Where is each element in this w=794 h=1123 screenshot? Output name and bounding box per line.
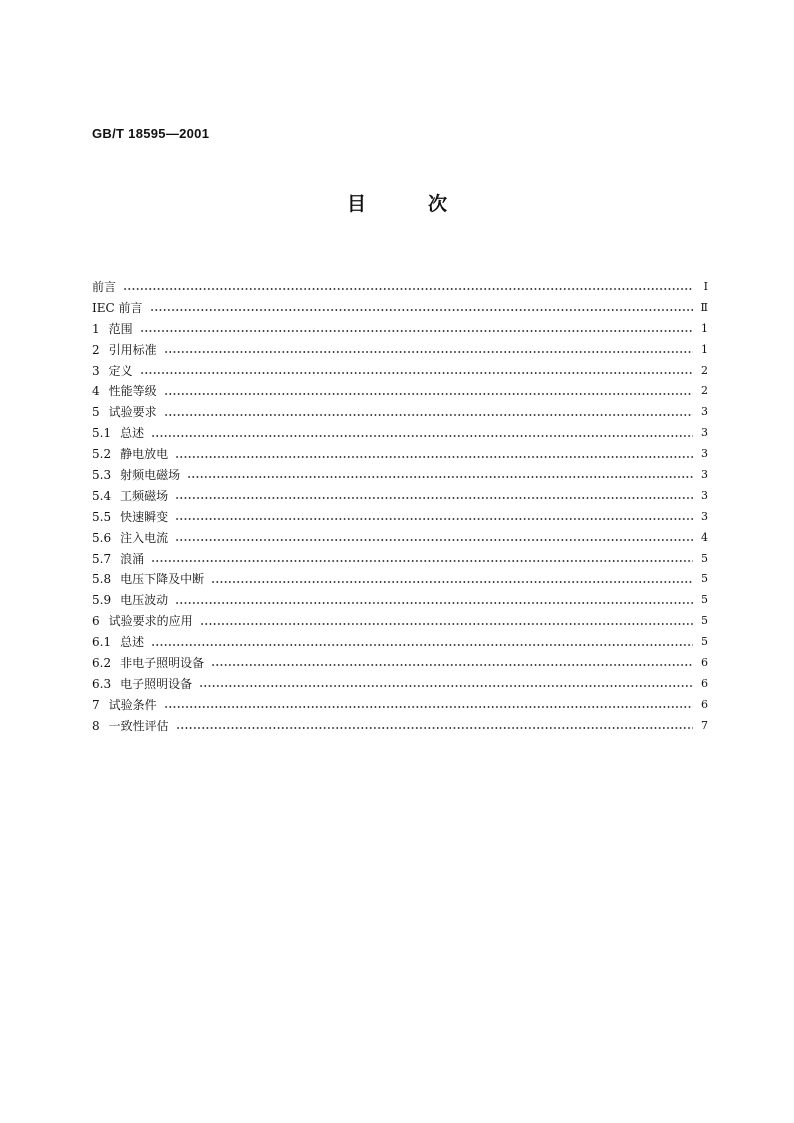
dot-leader <box>164 706 693 708</box>
toc-entry <box>92 444 708 465</box>
dot-leader <box>151 644 693 646</box>
dot-leader <box>211 664 693 666</box>
toc-entry-number: 7 <box>92 697 100 712</box>
toc-entry-label: 电子照明设备 <box>120 676 193 691</box>
toc-entry-label: 电压下降及中断 <box>120 572 205 587</box>
toc-entry-page-number: 3 <box>701 426 708 440</box>
toc-entry-number: 1 <box>92 321 100 336</box>
toc-entry <box>92 507 708 528</box>
toc-entry-label: 定义 <box>108 363 133 378</box>
dot-leader <box>151 435 693 437</box>
toc-entry-page-number: 5 <box>701 593 708 607</box>
toc-entry-label: 试验条件 <box>108 697 157 712</box>
dot-leader <box>211 581 693 583</box>
toc-entry-label: 静电放电 <box>120 447 169 462</box>
toc-entry-page-number: 5 <box>701 635 708 649</box>
toc-entry <box>92 569 708 590</box>
toc-entry-page-number: 1 <box>701 342 708 356</box>
toc-entry <box>92 549 708 570</box>
toc-entry-number: 6 <box>92 614 100 629</box>
toc-entry-number: 4 <box>92 384 100 399</box>
toc-entry <box>92 361 708 382</box>
toc-entry-label: 工频磁场 <box>120 488 169 503</box>
toc-entry <box>92 653 708 674</box>
toc-entry <box>92 465 708 486</box>
toc-entry-label: 快速瞬变 <box>120 509 169 524</box>
page-title-left: 目 <box>346 193 366 215</box>
toc-entry-number: 5.9 <box>92 593 112 608</box>
toc-entry-number: 5.1 <box>92 426 112 441</box>
toc-entry-page-number: 4 <box>701 530 708 544</box>
dot-leader <box>175 497 693 499</box>
toc-entry-label: 浪涌 <box>120 551 145 566</box>
toc-entry-number: 5.4 <box>92 488 112 503</box>
toc-entry-page-number: 2 <box>701 363 708 377</box>
toc-entry-number: 5 <box>92 405 100 420</box>
toc-entry-page-number: 5 <box>701 614 708 628</box>
toc-entry <box>92 486 708 507</box>
dot-leader <box>151 560 693 562</box>
toc-entry-label: 试验要求的应用 <box>108 614 193 629</box>
toc-entry-page-number: 6 <box>701 656 708 670</box>
dot-leader <box>175 539 693 541</box>
dot-leader <box>175 602 693 604</box>
toc-entry <box>92 528 708 549</box>
toc-entry <box>92 695 708 716</box>
dot-leader <box>140 330 693 332</box>
toc-entry <box>92 381 708 402</box>
toc-entry <box>92 632 708 653</box>
toc-entry-label: 注入电流 <box>120 530 169 545</box>
toc-entry-number: 5.7 <box>92 551 112 566</box>
toc-entry <box>92 423 708 444</box>
toc-entry <box>92 298 708 319</box>
page-title <box>0 189 794 216</box>
toc-entry-label: IEC 前言 <box>92 300 143 315</box>
toc-entry-page-number: 6 <box>701 676 708 690</box>
toc-entry-number: 3 <box>92 363 100 378</box>
toc-entry-label: 总述 <box>120 635 145 650</box>
toc-entry-label: 总述 <box>120 426 145 441</box>
toc-entry <box>92 674 708 695</box>
toc-entry-page-number: 1 <box>701 321 708 335</box>
toc-entry-number: 5.6 <box>92 530 112 545</box>
toc-entry-label: 性能等级 <box>108 384 157 399</box>
dot-leader <box>176 727 693 729</box>
toc-entry-label: 一致性评估 <box>108 718 169 733</box>
toc-entry-number: 5.5 <box>92 509 112 524</box>
dot-leader <box>164 414 693 416</box>
toc-entry <box>92 277 708 298</box>
dot-leader <box>150 309 694 311</box>
toc-entry-page-number: 3 <box>701 509 708 523</box>
toc-entry-number: 8 <box>92 718 100 733</box>
toc-entry-page-number: Ⅰ <box>703 280 708 293</box>
toc-entry-label: 电压波动 <box>120 593 169 608</box>
toc-entry-number: 6.2 <box>92 656 112 671</box>
toc-entry-number: 5.8 <box>92 572 112 587</box>
toc-entry-label: 射频电磁场 <box>120 468 181 483</box>
dot-leader <box>140 372 693 374</box>
toc-entry-page-number: 3 <box>701 488 708 502</box>
toc-entry-number: 6.1 <box>92 635 112 650</box>
dot-leader <box>175 456 693 458</box>
toc-entry <box>92 402 708 423</box>
toc-entry-number: 5.3 <box>92 468 112 483</box>
toc-entry-label: 试验要求 <box>108 405 157 420</box>
dot-leader <box>123 288 693 290</box>
toc-entry-page-number: 5 <box>701 551 708 565</box>
toc-entry-page-number: 6 <box>701 697 708 711</box>
dot-leader <box>199 685 693 687</box>
toc-entry <box>92 716 708 737</box>
dot-leader <box>187 476 693 478</box>
toc-entry-number: 2 <box>92 342 100 357</box>
standard-code: GB/T 18595—2001 <box>92 126 210 141</box>
toc-entry-label: 非电子照明设备 <box>120 656 205 671</box>
toc-entry-page-number: 3 <box>701 468 708 482</box>
toc-entry-page-number: 3 <box>701 405 708 419</box>
toc-entry-page-number: 5 <box>701 572 708 586</box>
toc-entry-number: 5.2 <box>92 447 112 462</box>
dot-leader <box>175 518 693 520</box>
toc-entry <box>92 590 708 611</box>
dot-leader <box>200 623 693 625</box>
toc-entry-label: 引用标准 <box>108 342 157 357</box>
toc-entry <box>92 319 708 340</box>
toc-entry-page-number: 7 <box>701 718 708 732</box>
toc-entry-label: 前言 <box>92 280 117 294</box>
table-of-contents <box>92 277 708 737</box>
toc-entry <box>92 340 708 361</box>
dot-leader <box>164 351 693 353</box>
toc-entry <box>92 611 708 632</box>
toc-entry-page-number: Ⅱ <box>700 300 708 314</box>
toc-entry-label: 范围 <box>108 321 133 336</box>
toc-entry-number: 6.3 <box>92 676 112 691</box>
page-title-right: 次 <box>428 193 448 215</box>
toc-entry-page-number: 2 <box>701 384 708 398</box>
toc-entry-page-number: 3 <box>701 447 708 461</box>
dot-leader <box>164 393 693 395</box>
